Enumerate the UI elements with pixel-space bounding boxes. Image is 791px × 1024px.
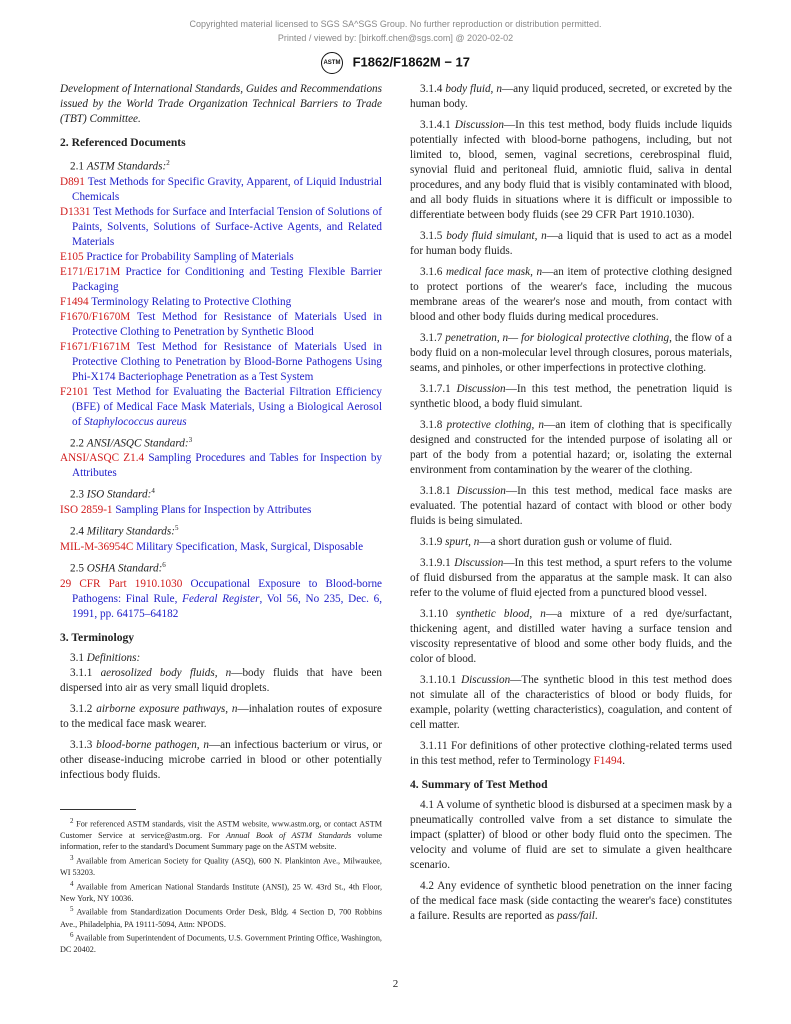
reference-item xyxy=(60,340,382,385)
reference-title-link[interactable]: Test Methods for Specific Gravity, Apparent, of Liquid Industrial Chemicals xyxy=(72,175,382,203)
reference-ansi xyxy=(60,451,382,481)
reference-code-link[interactable]: F1671/F1671M xyxy=(60,340,131,353)
discussion-3-1-4-1: 3.1.4.1 Discussion—In this test method, body fluids include liquids potentially infected with blood-borne pathogens, including, but not limited to, blood, semen, vaginal secretions, cerebrospinal fluid, synovial fluid and peritoneal fluid, amniotic fluid, saliva in dental procedures, and any body fluid that is visibly contaminated with blood, and all body fluids in situations where it is difficult or impossible to differentiate between body fluids (see 29 CFR Part 1910.1030). xyxy=(410,119,733,221)
terminology-link[interactable]: F1494 xyxy=(593,755,623,767)
definition-3-1-8: 3.1.8 protective clothing, n—an item of clothing that is specifically designed and constructed for the intended purpose of isolating all or part of the body from a potential hazard; or, isolating the external environment from contamination by the wearer of the clothing. xyxy=(410,419,732,476)
reference-item xyxy=(60,205,382,250)
section-3-heading: 3. Terminology xyxy=(60,630,135,644)
reference-f2101 xyxy=(60,385,382,430)
subsection-2-1 xyxy=(70,156,382,175)
definition-3-1-5: 3.1.5 body fluid simulant, n—a liquid that is used to act as a model for human body fluids. xyxy=(410,230,732,257)
footnote-ref[interactable]: 3 xyxy=(188,435,193,444)
footnote-4: $^4$ Available from American National Standards Institute (ANSI), 25 W. 43rd St., 4th Floor, New York, NY 10036. xyxy=(60,879,382,903)
reference-code-link[interactable]: ISO 2859-1 xyxy=(60,504,113,517)
section-4-heading: 4. Summary of Test Method xyxy=(410,778,548,791)
footnote-3: $^3$ Available from American Society for Quality (ASQ), 600 N. Plankinton Ave., Milwaukee, WI 53203. xyxy=(60,853,382,878)
definition-3-1-3: 3.1.3 blood-borne pathogen, n—an infectious bacterium or virus, or other disease-inducing microbe carried in blood or other potentially infectious body fluids. xyxy=(60,738,382,781)
reference-title-link[interactable]: Occupational Exposure to Blood-borne Pathogens: Final Rule, Federal Register, Vol 56, No 235, Dec. 6, 1991, pp. 64175–64182 xyxy=(72,577,383,620)
discussion-3-1-9-1: 3.1.9.1 Discussion—In this test method, a spurt refers to the volume of fluid disbursed from the apparatus at the sample mask. It can also refer to the volume of fluid ejected from a punctured blood vessel. xyxy=(410,557,732,599)
reference-osha xyxy=(60,577,382,622)
footnote-6: $^6$ Available from Superintendent of Documents, U.S. Government Printing Office, Washington, DC 20402. xyxy=(60,931,382,955)
reference-title-link[interactable]: Test Method for Resistance of Materials Used in Protective Clothing to Penetration by Synthetic Blood xyxy=(72,310,382,338)
intro-paragraph: Development of International Standards, Guides and Recommendations issued by the World Trade Organization Technical Barriers to Trade (TBT) Committee. xyxy=(60,83,382,125)
subsection-2-3 xyxy=(70,484,382,503)
definition-3-1-6: 3.1.6 medical face mask, n—an item of protective clothing designed to protect portions of the wearer's face, including the mucous membrane areas of the wearer's nose and mouth, from contact with blood and other body fluids during medical procedures. xyxy=(410,266,732,323)
footnote-ref[interactable]: 2 xyxy=(166,159,170,167)
definition-3-1-11: 3.1.11 For definitions of other protective clothing-related terms used in this test method, refer to Terminology F1494. xyxy=(410,740,732,767)
reference-item xyxy=(60,295,382,310)
section-number: 2.5 xyxy=(70,562,84,575)
reference-code-link[interactable]: E171/E171M xyxy=(60,265,121,278)
section-number: 2.3 xyxy=(70,489,84,502)
subsection-label: Military Standards: xyxy=(86,525,175,538)
subsection-2-2 xyxy=(70,433,382,452)
subsection-label: ANSI/ASQC Standard: xyxy=(86,437,189,450)
copyright-line: Copyrighted material licensed to SGS SA^SGS Group. No further reproduction or distribution permitted. xyxy=(189,19,602,29)
discussion-3-1-8-1: 3.1.8.1 Discussion—In this test method, medical face masks are evaluated. The potential hazard of contact with blood or other body fluids is being simulated. xyxy=(410,485,733,527)
footnote-2: $^2$ For referenced ASTM standards, visit the ASTM website, www.astm.org, or contact ASTM Customer Service at service@astm.org. For Annual Book of ASTM Standards volume information, refer to the standard's Document Summary page on the ASTM website. xyxy=(60,816,383,852)
subsection-label: ISO Standard: xyxy=(86,489,152,502)
astm-reference-list xyxy=(60,175,382,385)
definition-3-1-1: 3.1.1 aerosolized body fluids, n—body fluids that have been dispersed into air as very small liquid droplets. xyxy=(60,666,383,694)
reference-item xyxy=(60,310,382,340)
discussion-3-1-7-1: 3.1.7.1 Discussion—In this test method, the penetration liquid is synthetic blood, a body fluid simulant. xyxy=(410,383,732,410)
reference-title-link[interactable]: Sampling Plans for Inspection by Attributes xyxy=(115,504,312,517)
reference-code-link[interactable]: F1494 xyxy=(60,295,89,308)
footnote-ref[interactable]: 4 xyxy=(151,487,155,496)
reference-title-link[interactable]: Test Method for Evaluating the Bacterial Filtration Efficiency (BFE) of Medical Face Mask Materials, Using a Biological Aerosol of Staphylococcus aureus xyxy=(72,385,382,428)
page-number: 2 xyxy=(392,978,399,990)
copyright-banner xyxy=(0,17,791,45)
astm-logo-icon: ASTM xyxy=(321,52,343,74)
subsection-2-4 xyxy=(70,521,382,540)
reference-title-link[interactable]: Military Specification, Mask, Surgical, Disposable xyxy=(136,540,364,553)
subsection-3-1 xyxy=(70,651,382,666)
section-number: 2.4 xyxy=(70,525,84,538)
subsection-label: OSHA Standard: xyxy=(86,562,163,575)
definition-3-1-4: 3.1.4 body fluid, n—any liquid produced, secreted, or excreted by the human body. xyxy=(410,83,733,110)
discussion-3-1-10-1: 3.1.10.1 Discussion—The synthetic blood in this test method does not simulate all of the characteristics of blood or body fluids, for example, polarity (wetting characteristics), coagulation, and content of cell matter. xyxy=(410,674,733,731)
reference-code-link[interactable]: F1670/F1670M xyxy=(60,310,131,323)
definition-3-1-2: 3.1.2 airborne exposure pathways, n—inhalation routes of exposure to the medical face mask wearer. xyxy=(60,702,382,730)
reference-title-link[interactable]: Test Method for Resistance of Materials Used in Protective Clothing to Penetration by Blood-Borne Pathogens Using Phi-X174 Bacteriophage Penetration as a Test System xyxy=(72,340,382,383)
reference-code-link[interactable]: MIL-M-36954C xyxy=(60,540,134,553)
reference-title-link[interactable]: Terminology Relating to Protective Clothing xyxy=(91,295,292,308)
right-column xyxy=(410,82,732,930)
reference-item xyxy=(60,175,382,205)
definition-3-1-9: 3.1.9 spurt, n—a short duration gush or volume of fluid. xyxy=(420,536,673,548)
reference-code-link[interactable]: D891 xyxy=(60,175,85,188)
reference-item xyxy=(60,265,382,295)
footnote-divider xyxy=(60,809,136,810)
definition-3-1-10: 3.1.10 synthetic blood, n—a mixture of a red dye/surfactant, thickening agent, and distilled water having a surface tension and viscosity representative of blood and some other body fluids, and the color of blood. xyxy=(410,608,732,665)
section-number: 2.1 xyxy=(70,160,84,173)
section-2-heading: 2. Referenced Documents xyxy=(60,136,186,149)
left-column xyxy=(60,82,382,956)
paragraph-4-1: 4.1 A volume of synthetic blood is disbursed at a specimen mask by a pneumatically controlled valve from a set distance to simulate the impact (splatter) of blood or other body fluid onto the specimen. The velocity and volume of fluid are set to simulate a given healthcare scenario. xyxy=(410,799,732,871)
reference-code-link[interactable]: D1331 xyxy=(60,205,91,218)
page-header xyxy=(0,52,791,74)
section-number: 3.1 xyxy=(70,651,84,664)
reference-item xyxy=(60,250,382,265)
reference-title-link[interactable]: Test Methods for Surface and Interfacial Tension of Solutions of Paints, Solvents, Solutions of Surface-Active Agents, and Related Materials xyxy=(72,205,382,248)
reference-code-link[interactable]: ANSI/ASQC Z1.4 xyxy=(60,452,145,465)
reference-code-link[interactable]: F2101 xyxy=(60,385,89,398)
reference-title-link[interactable]: Sampling Procedures and Tables for Inspection by Attributes xyxy=(72,452,383,480)
definition-3-1-7: 3.1.7 penetration, n— for biological protective clothing, the flow of a body fluid on a non-molecular level through closures, porous materials, seams, and pinholes, or other imperfections in protective clothing. xyxy=(410,332,732,374)
reference-code-link[interactable]: E105 xyxy=(60,250,84,263)
footnote-ref[interactable]: 5 xyxy=(174,524,179,533)
subsection-2-5 xyxy=(70,558,382,577)
reference-title-link[interactable]: Practice for Conditioning and Testing Flexible Barrier Packaging xyxy=(72,265,382,293)
subsection-label: Definitions: xyxy=(86,651,141,664)
reference-code-link[interactable]: 29 CFR Part 1910.1030 xyxy=(60,577,183,590)
reference-mil xyxy=(60,540,382,555)
subsection-label: ASTM Standards: xyxy=(86,160,167,173)
reference-iso xyxy=(60,503,382,518)
footnote-ref[interactable]: 6 xyxy=(162,560,166,569)
designation: F1862/F1862M − 17 xyxy=(352,54,471,70)
paragraph-4-2: 4.2 Any evidence of synthetic blood penetration on the inner facing of the medical face mask (side contacting the wearer's face) constitutes a failure. Results are reported as pass/fail. xyxy=(410,880,732,922)
reference-title-link[interactable]: Practice for Probability Sampling of Materials xyxy=(86,250,294,263)
printed-by-line: Printed / viewed by: [birkoff.chen@sgs.com] @ 2020-02-02 xyxy=(277,33,514,43)
footnote-5: $^5$ Available from Standardization Documents Order Desk, Bldg. 4 Section D, 700 Robbins Ave., Philadelphia, PA 19111-5094, Attn: NPODS. xyxy=(60,905,382,929)
section-number: 2.2 xyxy=(70,437,84,450)
